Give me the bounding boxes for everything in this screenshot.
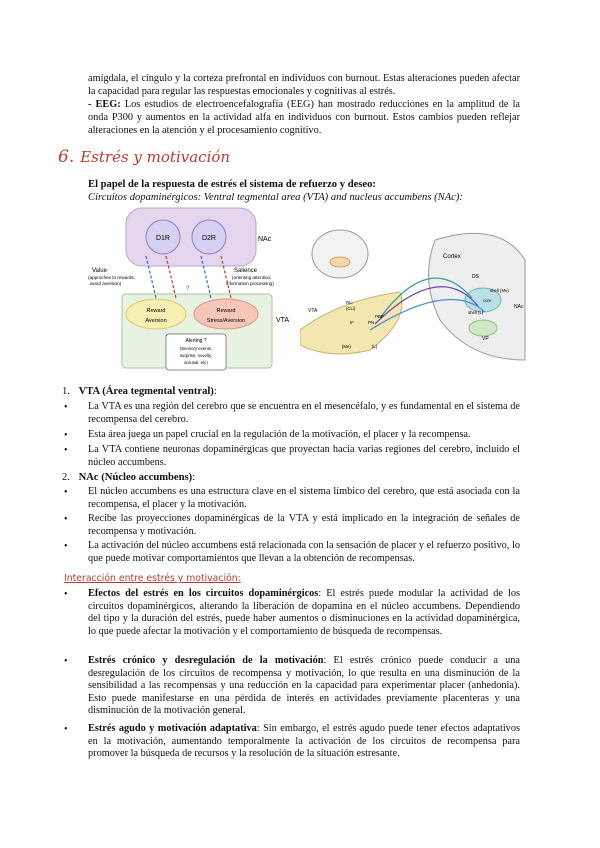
eeg-label: - EEG: <box>88 99 121 110</box>
eeg-text: Los estudios de electroencefalografía (EEG) han mostrado reducciones en la amplitud de la onda P300 y aumentos en la actividad alfa en individuos con burnout. Estos cambios pueden reflejar alteraciones en la atención y el procesamiento cognitivo. <box>88 99 521 136</box>
list2-item: La activación del núcleo accumbens está relacionada con la sensación de placer y el refuerzo positivo, lo que puede motivar comportamientos que llevan a la obtención de recompensas. <box>88 540 520 564</box>
section-title: Estrés y motivación <box>80 148 231 166</box>
d1r-label: D1R <box>155 235 171 242</box>
brain-section-small <box>312 230 368 278</box>
ds-label: DS <box>472 274 479 280</box>
nac-label: NAc <box>258 236 272 243</box>
salience-sub1: (orienting attention, <box>232 275 272 280</box>
pn-label: PN <box>368 320 374 325</box>
vp-region <box>469 320 497 336</box>
alerting-label: Alerting ? <box>185 338 207 344</box>
l-label: (L) <box>372 344 378 349</box>
reward1: Reward <box>146 308 166 314</box>
list1-item: Esta área juega un papel crucial en la regulación de la motivación, el placer y la recompensa. <box>88 429 471 440</box>
list1-title: VTA (Área tegmental ventral) <box>78 386 214 397</box>
question-mark: ? <box>186 286 190 292</box>
list2-title: NAc (Núcleo accumbens) <box>78 472 193 483</box>
stress-aversion: Stress/Aversion <box>206 318 246 324</box>
cortex-label: Cortex <box>443 254 461 260</box>
if-label: IF <box>350 320 354 325</box>
alert-line2: surprise, novelty, <box>179 353 213 358</box>
shell-me-label: shell (Me) <box>490 288 509 293</box>
cli-label: (CLi) <box>346 306 356 311</box>
stress-bullet: Estrés crónico y desregulación de la motivación: El estrés crónico puede conducir a una desregulación de los circuitos de recompensa y motivación, lo que resulta en una disminución de la sensibilidad a las recompensas y una reducción en la capacidad para experimentar placer (anhedonia). Esto puede manifestarse en una pérdida de interés en actividades previamente placenteras y una disminución de la motivación general. <box>88 655 520 717</box>
alert-line1: (Sensory events, <box>179 346 213 351</box>
rli-label: RLi <box>346 300 353 305</box>
nac-label-right: NAc <box>514 304 524 310</box>
value-sub2: avoid aversion) <box>90 281 122 286</box>
subsection-subtitle: Circuitos dopaminérgicos: Ventral tegmental area (VTA) and nucleus accumbens (NAc): <box>88 192 463 203</box>
me-label: (Me) <box>342 344 351 349</box>
value-sub1: (approches to rewards, <box>88 275 135 280</box>
stress-bullet: Estrés agudo y motivación adaptativa: Sin embargo, el estrés agudo puede tener efectos adaptativos en la motivación, aumentando temporalmente la activación de los circuitos de recompensa para promover la búsqueda de recursos y la resolución de la situación estresante. <box>88 723 520 760</box>
vta-label: VTA <box>276 317 290 324</box>
list2-heading: 2. NAc (Núcleo accumbens): <box>62 472 196 483</box>
value-label: Value <box>92 268 107 274</box>
list1-item: La VTA contiene neuronas dopaminérgicas que proyectan hacia varias regiones del cerebro, incluido el núcleo accumbens. <box>88 444 520 468</box>
stress-bullet: Efectos del estrés en los circuitos dopaminérgicos: El estrés puede modular la actividad de los circuitos dopaminérgicos, alterando la liberación de dopamina en el núcleo accumbens. Dependiendo del tipo y la duración del estrés, puede haber aumentos o disminuciones en la actividad dopaminérgica, lo que puede afectar la motivación y el comportamiento de búsqueda de recompensas. <box>88 588 520 637</box>
intro-text: amígdala, el cíngulo y la corteza prefrontal en individuos con burnout. Estas alteraciones pueden afectar la capacidad para regular las respuestas emocionales y cognitivas al estrés. <box>88 73 520 97</box>
pbp-label: PBP <box>375 314 384 319</box>
list2-item: Recibe las proyecciones dopaminérgicas de la VTA y está implicado en la integración de señales de recompensa y motivación. <box>88 513 520 537</box>
aversion1: Aversion <box>145 318 167 324</box>
section-heading <box>58 147 230 167</box>
list2-number: 2. <box>62 472 70 483</box>
reward-aversion-cell <box>126 299 186 329</box>
subsection-title: El papel de la respuesta de estrés el sistema de refuerzo y deseo: <box>88 179 376 190</box>
intro-paragraph <box>88 72 520 137</box>
d2r-label: D2R <box>201 235 217 242</box>
list2-item: El núcleo accumbens es una estructura clave en el sistema límbico del cerebro, que está asociada con la recompensa, el placer y la motivación. <box>88 486 520 510</box>
list1-item: La VTA es una región del cerebro que se encuentra en el mesencéfalo, y es fundamental en el sistema de recompensa del cerebro. <box>88 401 520 425</box>
vp-label: VP <box>482 336 489 342</box>
vta-label-right: VTA <box>308 308 318 314</box>
section-number: 6. <box>58 147 75 167</box>
list1-heading: 1. VTA (Área tegmental ventral): <box>62 386 217 397</box>
reward2: Reward <box>216 308 236 314</box>
vta-nac-diagram <box>86 206 296 376</box>
alert-line3: arousal, etc) <box>184 360 208 365</box>
salience-sub2: information processing) <box>226 281 274 286</box>
shell-l-label: shell (L) <box>468 310 484 315</box>
list1-number: 1. <box>62 386 70 397</box>
salience-label: Salience <box>234 268 258 274</box>
brain-anatomy-diagram <box>300 220 530 365</box>
reward-stress-cell <box>194 299 258 329</box>
core-label: core <box>483 298 492 303</box>
interaction-heading: Interacción entre estrés y motivación: <box>64 573 241 584</box>
